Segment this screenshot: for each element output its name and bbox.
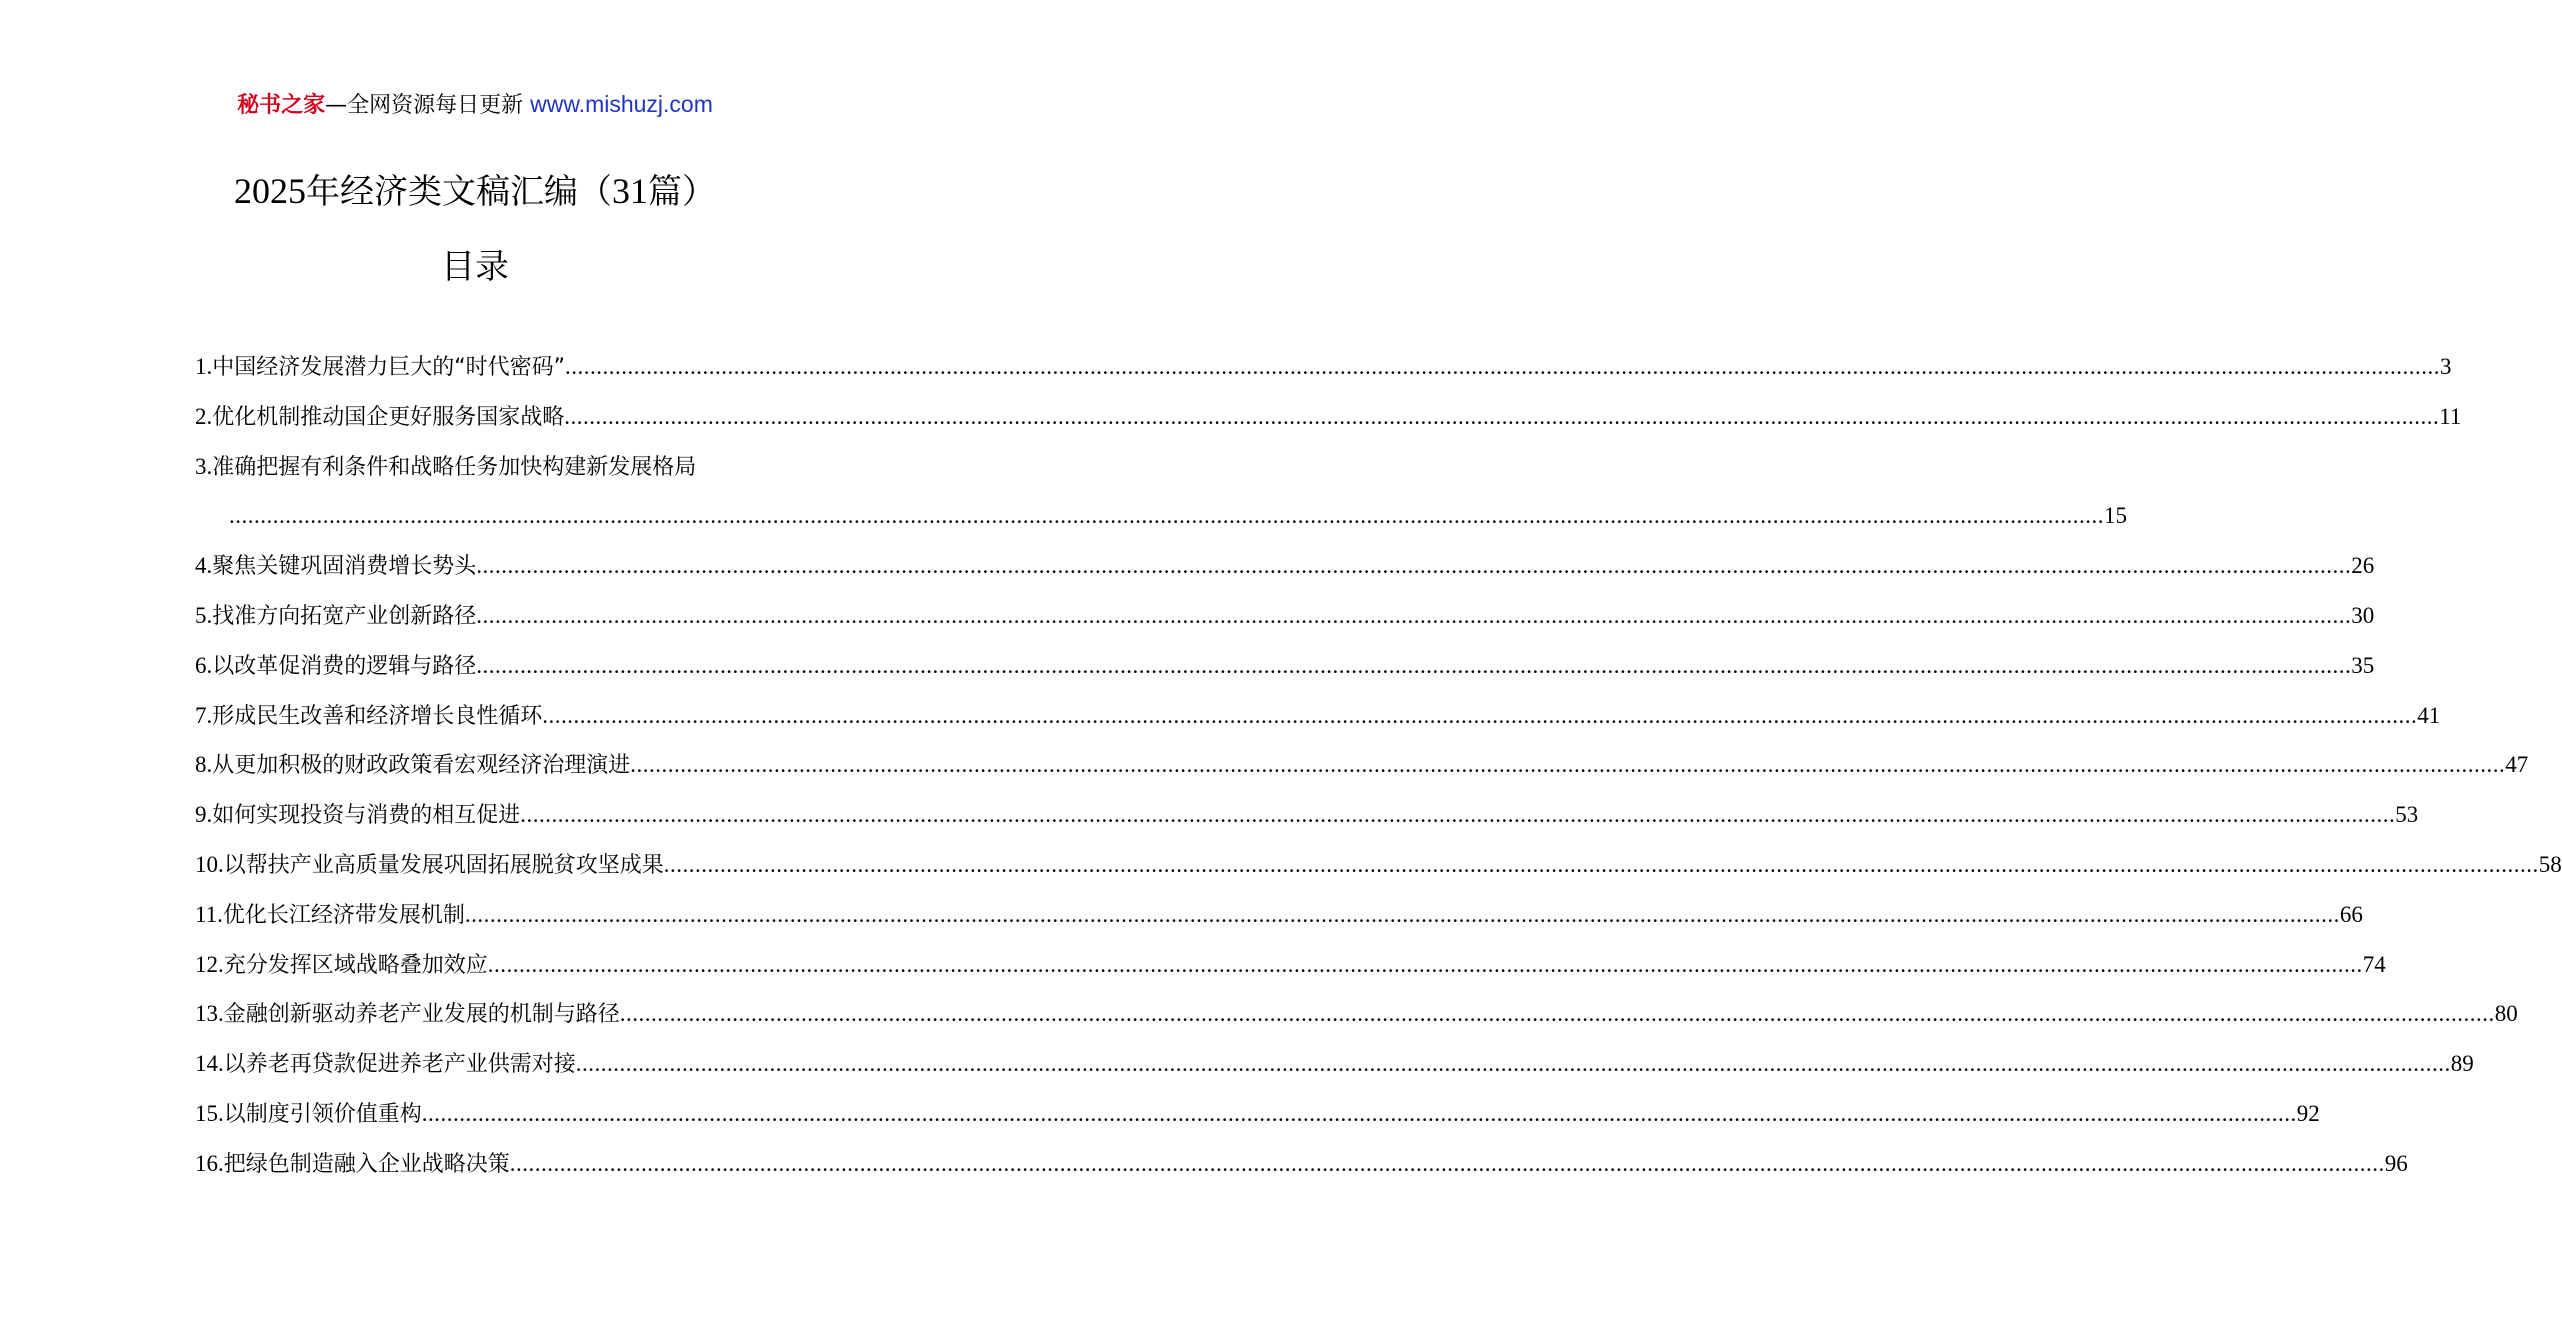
toc-entry[interactable] <box>195 940 2386 990</box>
toc-entry-number: 3. <box>195 453 213 479</box>
toc-entry-title: 中国经济发展潜力巨大的“时代密码” <box>212 355 566 380</box>
toc-entry[interactable] <box>195 1089 2320 1139</box>
toc-entry-title: 如何实现投资与消费的相互促进 <box>212 803 521 829</box>
toc-entry-number: 2. <box>195 403 213 429</box>
toc-entry-number: 14. <box>195 1051 224 1077</box>
toc-entry[interactable] <box>195 1139 2408 1189</box>
toc-entry-page: 96 <box>2384 1150 2408 1176</box>
toc-entry-title: 优化机制推动国企更好服务国家战略 <box>212 404 565 430</box>
toc-entry[interactable] <box>195 740 2529 790</box>
toc-entry[interactable] <box>195 790 2419 840</box>
document-title <box>0 168 950 215</box>
toc-leader-dots: ............................................................................................................................................................................................................................................................................................................ <box>229 503 2104 529</box>
toc-entry-page: 66 <box>2339 901 2363 927</box>
toc-entry-title: 形成民生改善和经济增长良性循环 <box>212 703 543 729</box>
toc-entry-page: 58 <box>2538 851 2562 877</box>
toc-leader-dots: ............................................................................................................................................................................................................................................................................................................ <box>575 1051 2451 1077</box>
title-year: 2025 <box>234 171 306 211</box>
site-url-link[interactable]: www.mishuzj.com <box>530 91 713 117</box>
toc-leader-dots: ............................................................................................................................................................................................................................................................................................................ <box>476 652 2352 678</box>
toc-entry-title: 以帮扶产业高质量发展巩固拓展脱贫攻坚成果 <box>223 852 664 878</box>
toc-leader-dots: ............................................................................................................................................................................................................................................................................................................ <box>464 901 2340 927</box>
toc-heading: 目录 <box>441 247 509 287</box>
toc-entry-number: 1. <box>195 354 213 379</box>
toc-entry-number: 5. <box>195 602 213 628</box>
toc-entry-number: 9. <box>195 802 213 828</box>
brand-name: 秘书之家 <box>237 93 326 118</box>
toc-entry-page: 26 <box>2351 553 2375 579</box>
toc-entry-title: 聚焦关键巩固消费增长势头 <box>212 554 477 580</box>
toc-entry[interactable] <box>195 392 2462 442</box>
toc-entry-title: 充分发挥区域战略叠加效应 <box>223 952 488 978</box>
title-middle: 年经济类文稿汇编（ <box>306 172 612 212</box>
toc-entry-title: 以养老再贷款促进养老产业供需对接 <box>223 1052 576 1078</box>
toc-entry[interactable] <box>195 1039 2474 1089</box>
banner-slogan: —全网资源每日更新 <box>325 93 531 118</box>
toc-entry[interactable] <box>195 541 2375 591</box>
toc-entry[interactable] <box>195 840 2562 890</box>
site-banner <box>0 88 950 122</box>
toc-entry-page: 47 <box>2505 752 2529 778</box>
toc-entry[interactable] <box>195 691 2441 741</box>
toc-leader-dots: ............................................................................................................................................................................................................................................................................................................ <box>421 1100 2297 1126</box>
toc-entry-page: 53 <box>2395 802 2419 828</box>
toc-entry-number: 4. <box>195 553 213 579</box>
toc-leader-dots: ............................................................................................................................................................................................................................................................................................................ <box>663 851 2539 877</box>
toc-entry[interactable] <box>195 342 2452 392</box>
toc-leader-dots: ............................................................................................................................................................................................................................................................................................................ <box>565 354 2441 379</box>
toc-entry-page: 89 <box>2450 1051 2474 1077</box>
toc-entry-page: 30 <box>2351 602 2375 628</box>
toc-leader-dots: ............................................................................................................................................................................................................................................................................................................ <box>476 602 2352 628</box>
toc-entry-page: 80 <box>2494 1001 2518 1027</box>
toc-entry-title: 把绿色制造融入企业战略决策 <box>223 1151 510 1177</box>
toc-entry-page: 11 <box>2439 403 2462 429</box>
toc-entry-number: 11. <box>195 901 223 927</box>
toc-entry-page: 41 <box>2417 702 2441 728</box>
toc-entry-number: 6. <box>195 652 213 678</box>
toc-leader-dots: ............................................................................................................................................................................................................................................................................................................ <box>509 1150 2385 1176</box>
toc-entry[interactable] <box>195 442 2127 542</box>
toc-entry-title: 金融创新驱动养老产业发展的机制与路径 <box>223 1002 620 1028</box>
toc-entry-number: 12. <box>195 951 224 977</box>
title-end: 篇） <box>648 172 716 212</box>
table-of-contents <box>195 342 2562 1189</box>
toc-entry-page: 35 <box>2351 652 2375 678</box>
toc-leader-dots: ............................................................................................................................................................................................................................................................................................................ <box>564 403 2440 429</box>
toc-entry[interactable] <box>195 890 2363 940</box>
toc-entry-number: 16. <box>195 1150 224 1176</box>
toc-entry-title: 以制度引领价值重构 <box>223 1101 422 1127</box>
title-count: 31 <box>612 171 648 211</box>
toc-leader-dots: ............................................................................................................................................................................................................................................................................................................ <box>630 752 2506 778</box>
toc-entry-title: 优化长江经济带发展机制 <box>222 902 465 928</box>
toc-entry-number: 10. <box>195 851 224 877</box>
toc-leader-dots: ............................................................................................................................................................................................................................................................................................................ <box>542 702 2418 728</box>
toc-leader-dots: ............................................................................................................................................................................................................................................................................................................ <box>476 553 2352 579</box>
toc-entry-page: 74 <box>2362 951 2386 977</box>
toc-entry[interactable] <box>195 591 2375 641</box>
toc-entry-title: 找准方向拓宽产业创新路径 <box>212 603 477 629</box>
toc-leader-dots: ............................................................................................................................................................................................................................................................................................................ <box>619 1001 2495 1027</box>
toc-entry-title: 准确把握有利条件和战略任务加快构建新发展格局 <box>212 454 697 480</box>
toc-entry-page: 92 <box>2296 1100 2320 1126</box>
toc-leader-dots: ............................................................................................................................................................................................................................................................................................................ <box>487 951 2363 977</box>
toc-entry-number: 8. <box>195 752 213 778</box>
toc-entry-title: 从更加积极的财政政策看宏观经济治理演进 <box>212 753 631 779</box>
toc-entry-number: 13. <box>195 1001 224 1027</box>
toc-entry[interactable] <box>195 989 2518 1039</box>
toc-entry-number: 15. <box>195 1100 224 1126</box>
toc-entry-page: 3 <box>2440 354 2452 379</box>
toc-entry-number: 7. <box>195 702 213 728</box>
toc-entry[interactable] <box>195 641 2375 691</box>
toc-leader-dots: ............................................................................................................................................................................................................................................................................................................ <box>520 802 2396 828</box>
toc-entry-page: 15 <box>2104 503 2127 529</box>
toc-entry-title: 以改革促消费的逻辑与路径 <box>212 653 477 679</box>
